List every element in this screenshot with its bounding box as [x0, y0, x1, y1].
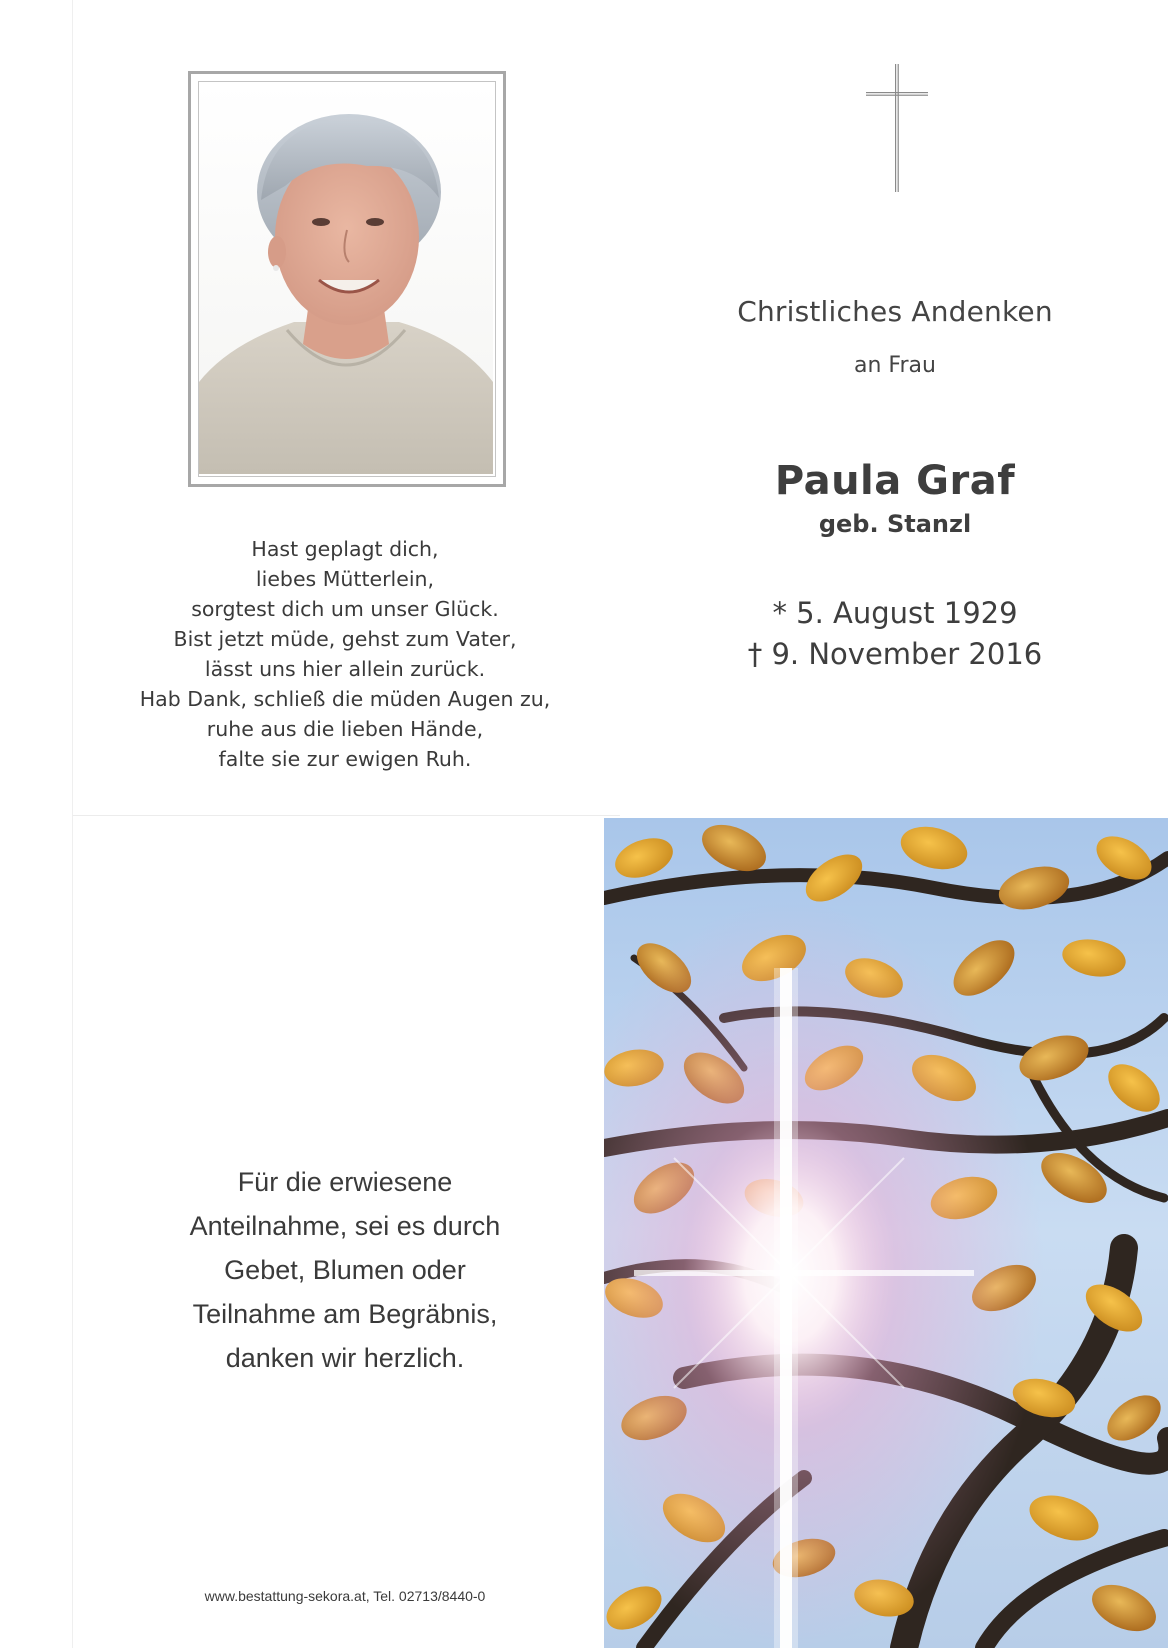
nature-photo: [604, 818, 1168, 1648]
funeral-home-contact: www.bestattung-sekora.at, Tel. 02713/8440-0: [204, 1588, 486, 1604]
cross-icon: [866, 64, 928, 192]
portrait-photo: [198, 81, 496, 477]
birth-date: * 5. August 1929: [772, 596, 1018, 630]
poem-line: falte sie zur ewigen Ruh.: [218, 747, 472, 771]
maiden-name: geb. Stanzl: [818, 510, 972, 538]
poem-line: sorgtest dich um unser Glück.: [191, 597, 499, 621]
thanks-message: [140, 1160, 550, 1380]
poem-line: Hast geplagt dich,: [251, 537, 439, 561]
poem-line: lässt uns hier allein zurück.: [204, 657, 486, 681]
portrait-illustration: [199, 82, 493, 474]
poem-line: Hab Dank, schließ die müden Augen zu,: [139, 687, 551, 711]
thanks-line: Teilnahme am Begräbnis,: [192, 1299, 498, 1329]
poem: [120, 534, 570, 774]
portrait-frame: [188, 71, 506, 487]
thanks-line: Gebet, Blumen oder: [224, 1255, 466, 1285]
poem-line: liebes Mütterlein,: [255, 567, 435, 591]
poem-line: Bist jetzt müde, gehst zum Vater,: [173, 627, 517, 651]
poem-line: ruhe aus die lieben Hände,: [206, 717, 484, 741]
death-date: † 9. November 2016: [747, 637, 1043, 671]
thanks-line: danken wir herzlich.: [225, 1343, 465, 1373]
thanks-line: Für die erwiesene: [237, 1167, 453, 1197]
autumn-leaves-illustration: [604, 818, 1168, 1648]
deceased-name: Paula Graf: [774, 458, 1016, 504]
memorial-title: Christliches Andenken: [737, 295, 1053, 328]
memorial-subtitle: an Frau: [854, 353, 936, 378]
thanks-line: Anteilnahme, sei es durch: [189, 1211, 501, 1241]
